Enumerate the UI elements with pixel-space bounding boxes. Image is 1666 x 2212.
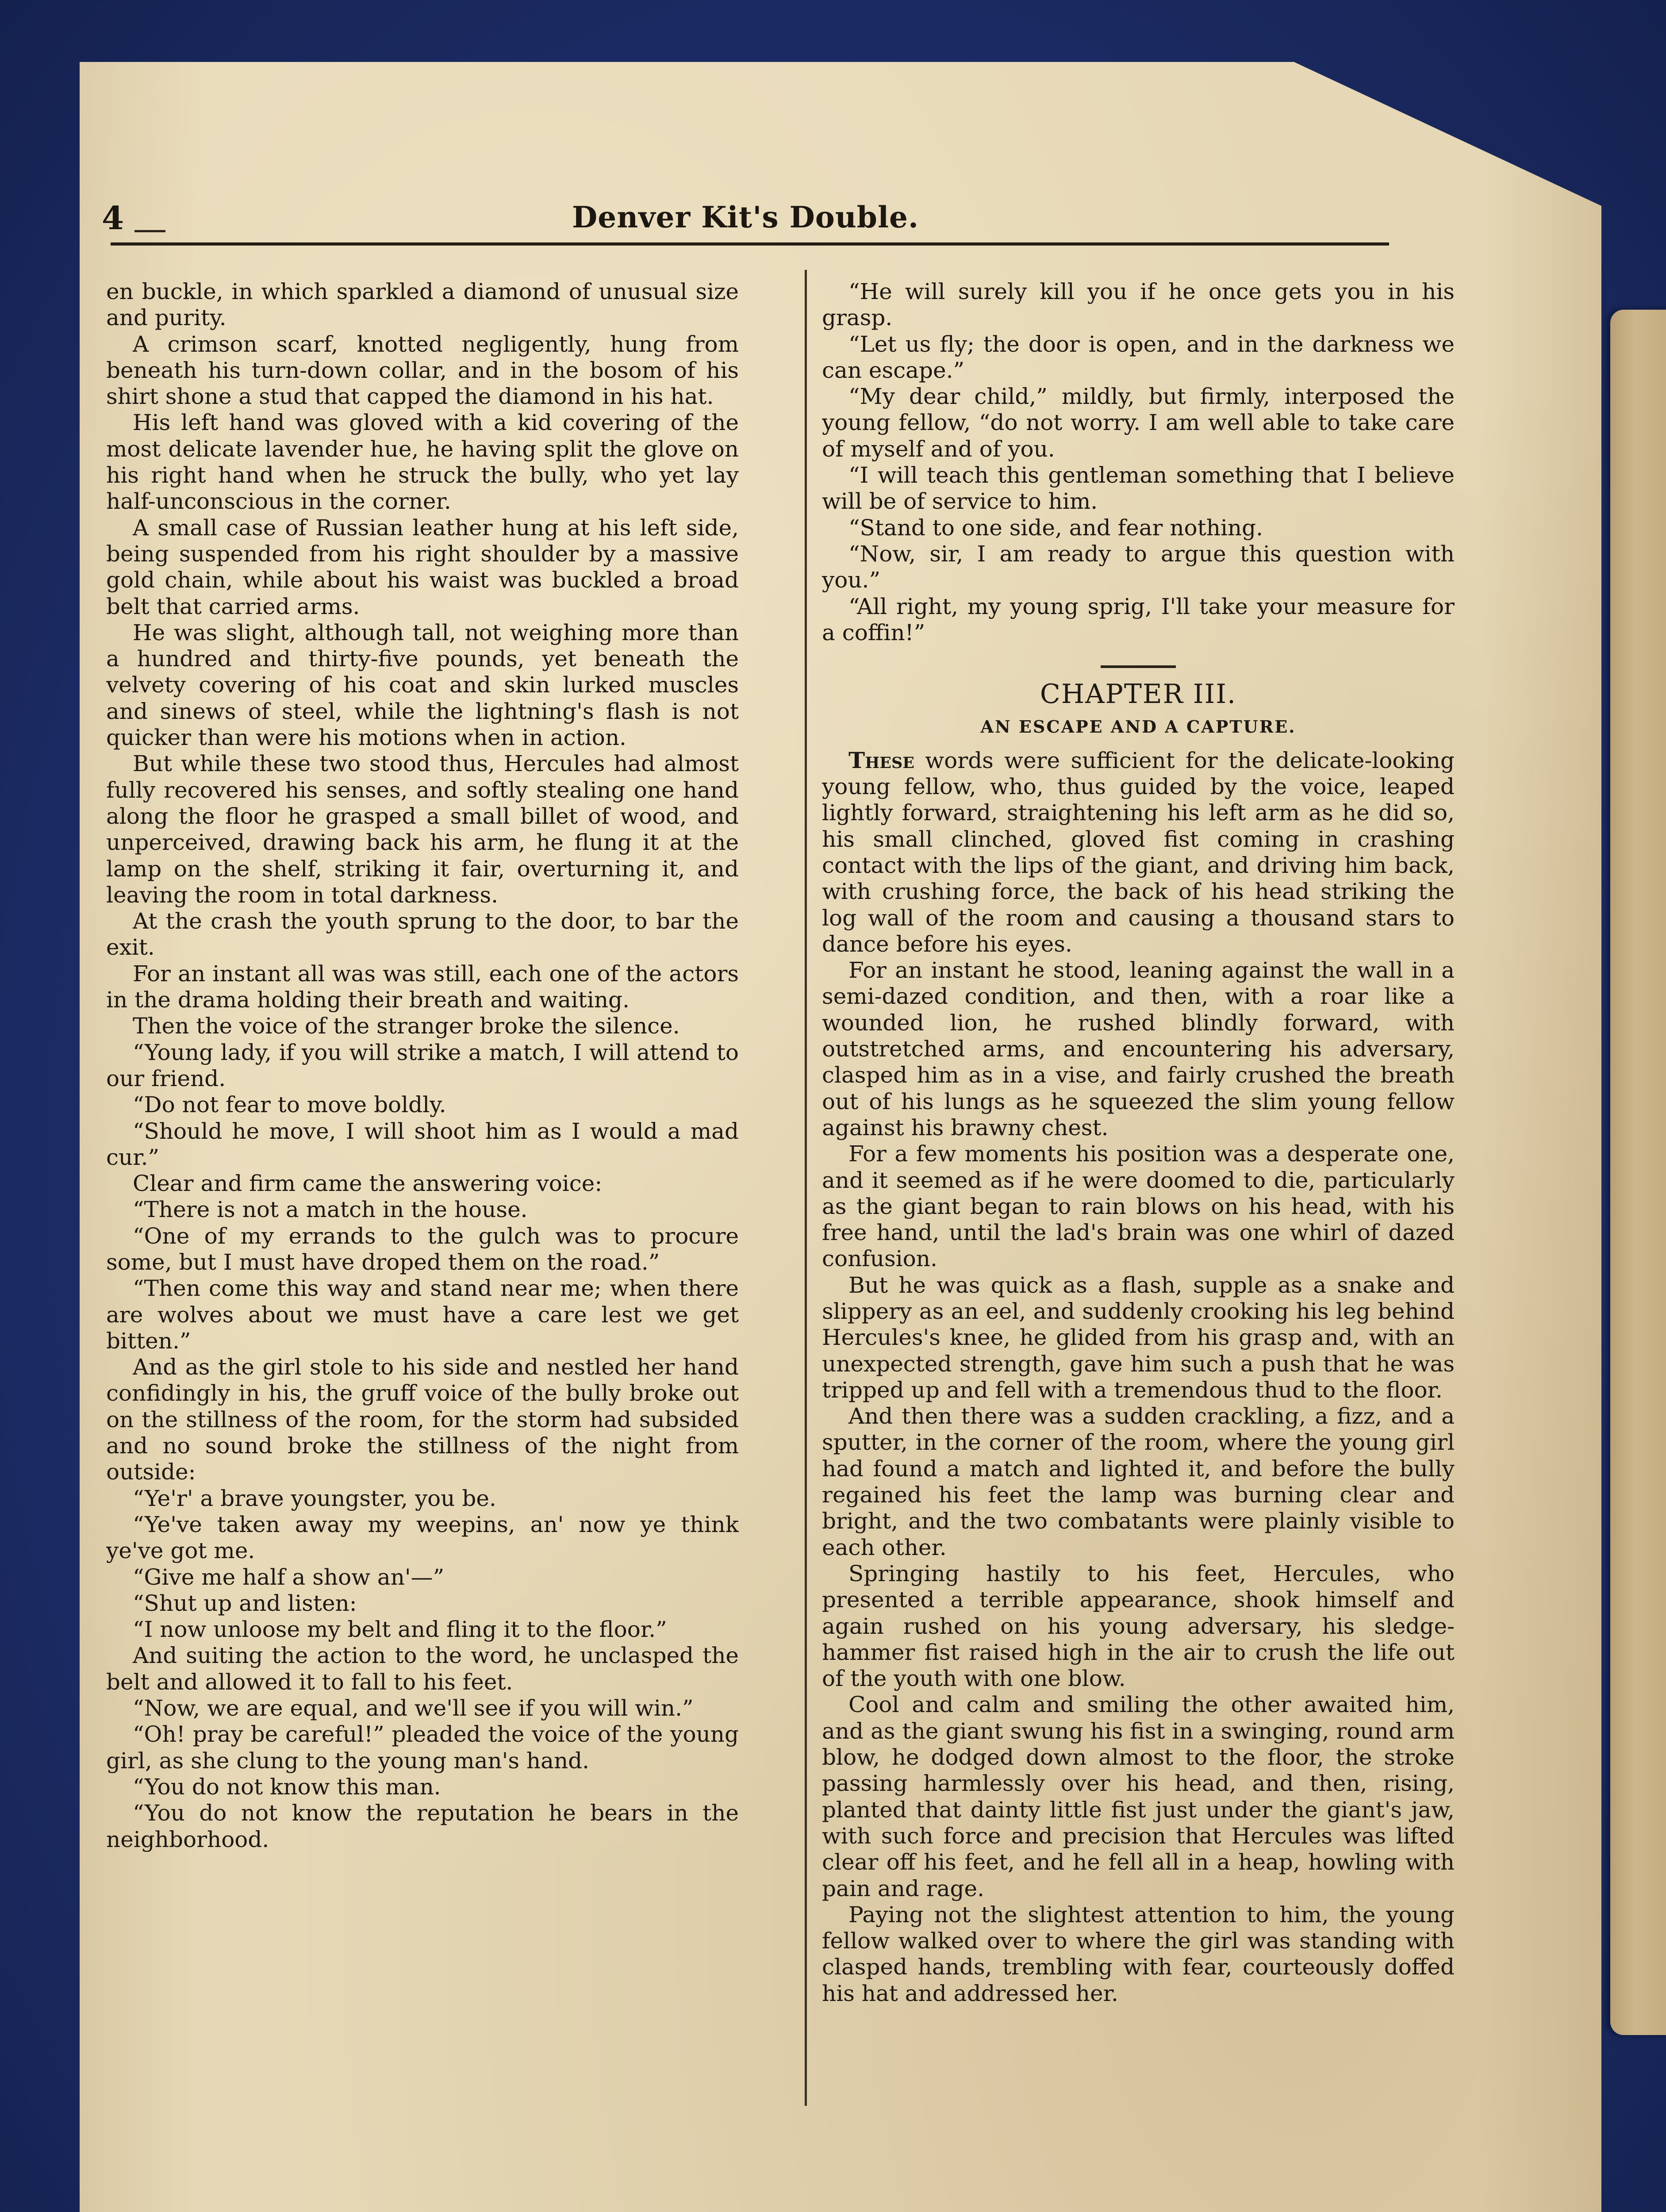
paragraph: Springing hastily to his feet, Hercules, who presented a terrible appearance, shook himself and again rushed on his young adversary, his sledge-hammer fist raised high in the air to crush the life out of the youth with one blow. [822,1560,1455,1692]
adjacent-page-edge [1610,310,1666,2035]
page-number: 4 [102,199,124,237]
chapter-subtitle: AN ESCAPE AND A CAPTURE. [980,717,1296,737]
paragraph: And suiting the action to the word, he unclasped the belt and allowed it to fall to his feet. [106,1643,739,1695]
chapter-rule [1101,665,1176,668]
paragraph: For an instant he stood, leaning against the wall in a semi-dazed condition, and then, with a roar like a wounded lion, he rushed blindly forward, with outstretched arms, and encountering his adversary, clasped him as in a vise, and fairly crushed the breath out of his lungs as he squeezed the slim young fellow against his brawny chest. [822,957,1455,1141]
paragraph: For a few moments his position was a desperate one, and it seemed as if he were doomed to die, particularly as the giant began to rain blows on his head, with his free hand, until the lad's brain was one whirl of dazed confusion. [822,1141,1455,1272]
paragraph: “Now, we are equal, and we'll see if you will win.” [133,1695,694,1721]
paragraph: “Now, sir, I am ready to argue this question with you.” [822,541,1455,593]
paragraph: Cool and calm and smiling the other awaited him, and as the giant swung his fist in a swinging, round arm blow, he dodged down almost to the floor, the stroke passing harmlessly over his head, and then, rising, planted that dainty little fist just under the giant's jaw, with such force and precision that Hercules was lifted clear off his feet, and he fell all in a heap, howling with pain and rage. [822,1692,1455,1901]
paragraph: He was slight, although tall, not weighing more than a hundred and thirty-five pounds, yet beneath the velvety covering of his coat and skin lurked muscles and sinews of steel, while the lightning's flash is not quicker than were his motions when in action. [106,619,739,751]
chapter-lead-word: These [848,747,914,773]
paragraph: Paying not the slightest attention to him, the young fellow walked over to where the girl was standing with clasped hands, trembling with fear, courteously doffed his hat and addressed her. [822,1901,1455,2006]
paragraph: “Oh! pray be careful!” pleaded the voice of the young girl, as she clung to the young man's hand. [106,1721,739,1774]
paragraph: “I will teach this gentleman something that I believe will be of service to him. [822,462,1455,515]
page-header [102,142,1389,252]
paragraph: “Let us fly; the door is open, and in the darkness we can escape.” [822,331,1455,383]
paragraph: “Give me half a show an'—” [133,1564,445,1590]
paragraph: Then the voice of the stranger broke the silence. [133,1013,680,1039]
paragraph: “Ye'r' a brave youngster, you be. [133,1485,496,1511]
chapter-opening-paragraph [822,747,1455,957]
paragraph: “Ye've taken away my weepins, an' now ye think ye've got me. [106,1511,739,1564]
paragraph: At the crash the youth sprung to the door, to bar the exit. [106,908,739,960]
header-rule [111,242,1389,246]
paragraph: “He will surely kill you if he once gets you in his grasp. [822,279,1455,331]
running-title: Denver Kit's Double. [572,200,919,234]
column-divider [805,270,807,2106]
paragraph: And as the girl stole to his side and nestled her hand confidingly in his, the gruff voice of the bully broke out on the stillness of the room, for the storm had subsided and no sound broke the stillness of the night from outside: [106,1354,739,1485]
paragraph: His left hand was gloved with a kid covering of the most delicate lavender hue, he having split the glove on his right hand when he struck the bully, who yet lay half-unconscious in the corner. [106,410,739,515]
paragraph: A small case of Russian leather hung at his left side, being suspended from his right shoulder by a massive gold chain, while about his waist was buckled a broad belt that carried arms. [106,515,739,619]
paragraph: “I now unloose my belt and fling it to the floor.” [133,1617,667,1643]
paragraph: But while these two stood thus, Hercules had almost fully recovered his senses, and softly stealing one hand along the floor he grasped a small billet of wood, and unperceived, drawing back his arm, he flung it at the lamp on the shelf, striking it fair, overturning it, and leaving the room in total darkness. [106,751,739,908]
paragraph: “There is not a match in the house. [133,1197,528,1223]
paragraph: “Should he move, I will shoot him as I would a mad cur.” [106,1118,739,1170]
paragraph: But he was quick as a flash, supple as a snake and slippery as an eel, and suddenly crooking his leg behind Hercules's knee, he glided from his grasp and, with an unexpected strength, gave him such a push that he was tripped up and fell with a tremendous thud to the floor. [822,1272,1455,1403]
paragraph: “Shut up and listen: [133,1590,357,1616]
chapter-lead-text: words were sufficient for the delicate-looking young fellow, who, thus guided by the voice, leaped lightly forward, straightening his left arm as he did so, his small clinched, gloved fist coming in crashing contact with the lips of the giant, and driving him back, with crushing force, the back of his head striking the log wall of the room and causing a thousand stars to dance before his eyes. [822,747,1455,957]
paragraph: A crimson scarf, knotted negligently, hung from beneath his turn-down collar, and in the bosom of his shirt shone a stud that capped the diamond in his hat. [106,331,739,410]
paragraph: “Then come this way and stand near me; when there are wolves about we must have a care lest we get bitten.” [106,1275,739,1354]
paragraph: And then there was a sudden crackling, a fizz, and a sputter, in the corner of the room, where the young girl had found a match and lighted it, and before the bully regained his feet the lamp was burning clear and bright, and the two combatants were plainly visible to each other. [822,1403,1455,1560]
paragraph: “My dear child,” mildly, but firmly, interposed the young fellow, “do not worry. I am well able to take care of myself and of you. [822,384,1455,462]
paragraph: “You do not know the reputation he bears in the neighborhood. [106,1800,739,1852]
chapter-heading: CHAPTER III. [1040,679,1237,710]
paragraph: “Stand to one side, and fear nothing. [848,515,1263,541]
left-text-column [106,279,739,2101]
paragraph: Clear and firm came the answering voice: [133,1171,603,1197]
right-text-column [822,279,1455,2101]
paragraph: “You do not know this man. [133,1774,441,1800]
paragraph: “All right, my young sprig, I'll take your measure for a coffin!” [822,593,1455,645]
paragraph: en buckle, in which sparkled a diamond of unusual size and purity. [106,279,739,331]
paragraph: “Do not fear to move boldly. [133,1092,446,1118]
paragraph: “One of my errands to the gulch was to procure some, but I must have droped them on the road.” [106,1223,739,1275]
paragraph: “Young lady, if you will strike a match, I will attend to our friend. [106,1039,739,1091]
paragraph: For an instant all was was still, each one of the actors in the drama holding their breath and waiting. [106,960,739,1013]
